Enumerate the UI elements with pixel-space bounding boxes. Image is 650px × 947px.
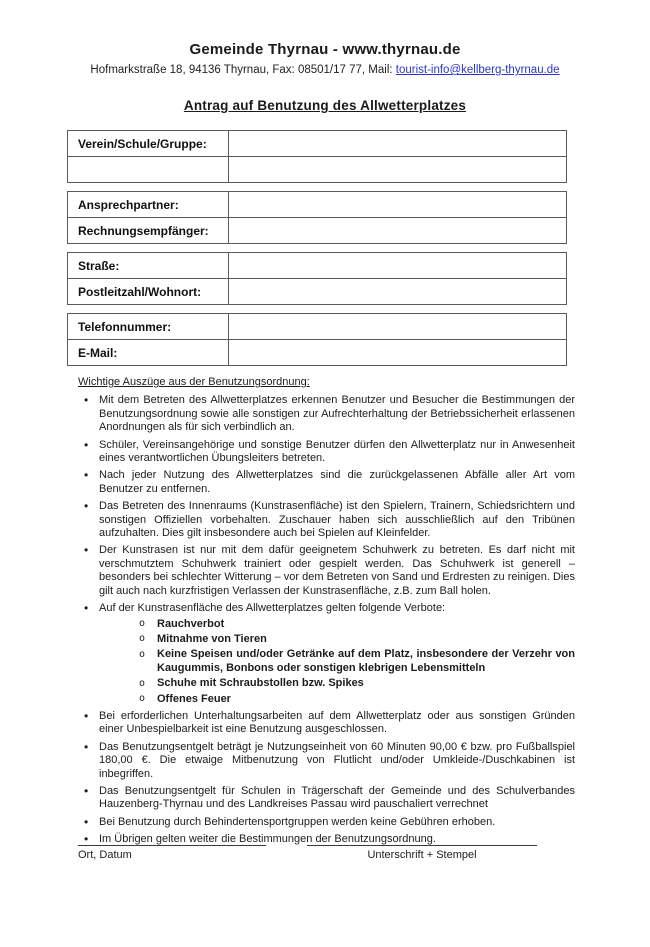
field-label-empty (68, 157, 229, 183)
prohibition-item: o Keine Speisen und/oder Getränke auf dem Platz, insbesondere der Verzehr von Kaugummis, Bonbons oder sonstigen klebrigen Lebensmitteln (139, 648, 575, 675)
field-input-verein-schule-gruppe[interactable] (229, 131, 567, 157)
organization-title: Gemeinde Thyrnau - www.thyrnau.de (189, 41, 461, 58)
table-row (68, 218, 567, 244)
rule-item: • Im Übrigen gelten weiter die Bestimmungen der Benutzungsordnung. (78, 833, 575, 846)
table-row (68, 314, 567, 340)
field-label-postleitzahl-wohnort: Postleitzahl/Wohnort: (68, 279, 229, 305)
rule-item: • Bei erforderlichen Unterhaltungsarbeiten auf dem Allwetterplatz oder aus sonstigen Gründen einer Unbespielbarkeit ist eine Benutzung ausgeschlossen. (78, 710, 575, 737)
rule-item: • Das Betreten des Innenraums (Kunstrasenfläche) ist den Spielern, Trainern, Schiedsrichtern und sonstigen Offiziellen vorbehalten. Zuschauer haben sich ausschließlich auf den Tribünen aufzuhalten. Dies gilt insbesondere auch bei Spielen auf Kleinfelder. (78, 500, 575, 540)
field-label-strasse: Straße: (68, 253, 229, 279)
rule-item: • Mit dem Betreten des Allwetterplatzes erkennen Benutzer und Besucher die Bestimmungen der Benutzungsordnung sowie alle sonstigen zur Aufrechterhaltung der Betriebssicherheit erlassenen Anordnungen als für sich verbindlich an. (78, 394, 575, 434)
form-table-group (67, 130, 567, 183)
rule-item: • Das Benutzungsentgelt für Schulen in Trägerschaft der Gemeinde und des Schulverbandes Hauzenberg-Thyrnau und des Landkreises Passau wird pauschaliert verrechnet (78, 785, 575, 812)
prohibition-item: o Mitnahme von Tieren (139, 633, 575, 646)
rule-item: • Der Kunstrasen ist nur mit dem dafür geeignetem Schuhwerk zu betreten. Es darf nicht mit verschmutztem Schuhwerk trainiert oder gespielt werden. Das Schuhwerk ist generell – besonders bei schlechter Witterung – vor dem Betreten von Sand und Erdresten zu reinigen. Dies gilt auch nach kurzfristigen Verlassen der Kunstrasenfläche, z.B. zum Ball holen. (78, 544, 575, 598)
rule-item (78, 602, 575, 706)
field-label-verein-schule-gruppe: Verein/Schule/Gruppe: (68, 131, 229, 157)
signature-line-place-date (78, 845, 266, 846)
table-row (68, 131, 567, 157)
field-input-ansprechpartner[interactable] (229, 192, 567, 218)
table-row (68, 253, 567, 279)
field-label-telefonnummer: Telefonnummer: (68, 314, 229, 340)
form-table-contact (67, 191, 567, 244)
field-input-rechnungsempfaenger[interactable] (229, 218, 567, 244)
signature-label-stamp: Unterschrift + Stempel (367, 849, 477, 861)
field-input-telefonnummer[interactable] (229, 314, 567, 340)
rule-item: • Schüler, Vereinsangehörige und sonstige Benutzer dürfen den Allwetterplatz nur in Anwesenheit eines verantwortlichen Übungsleiters betreten. (78, 439, 575, 466)
rules-bullet-list (78, 394, 575, 846)
rule-item-text: Auf der Kunstrasenfläche des Allwetterplatzes gelten folgende Verbote: (99, 602, 446, 615)
field-label-email: E-Mail: (68, 340, 229, 366)
field-label-rechnungsempfaenger: Rechnungsempfänger: (68, 218, 229, 244)
prohibition-item: o Rauchverbot (139, 618, 575, 631)
field-input-strasse[interactable] (229, 253, 567, 279)
table-row (68, 279, 567, 305)
rule-item: • Das Benutzungsentgelt beträgt je Nutzungseinheit von 60 Minuten 90,00 € bzw. pro Fußballspiel 180,00 €. Die etwaige Mitbenutzung von Flutlicht und/oder Umkleide-/Duschkabinen ist inbegriffen. (78, 741, 575, 781)
table-row (68, 192, 567, 218)
prohibition-item: o Schuhe mit Schraubstollen bzw. Spikes (139, 677, 575, 690)
rules-heading: Wichtige Auszüge aus der Benutzungsordnung: (78, 376, 310, 388)
form-fields-section (67, 130, 567, 374)
form-table-communication (67, 313, 567, 366)
field-input-empty[interactable] (229, 157, 567, 183)
form-title: Antrag auf Benutzung des Allwetterplatzes (183, 98, 467, 113)
signature-label-place-date: Ort, Datum (78, 849, 132, 861)
table-row (68, 340, 567, 366)
field-label-ansprechpartner: Ansprechpartner: (68, 192, 229, 218)
usage-rules-section (78, 376, 575, 851)
prohibition-item: o Offenes Feuer (139, 693, 575, 706)
document-header (0, 0, 650, 115)
signature-section (78, 845, 575, 862)
table-row (68, 157, 567, 183)
rule-item: • Bei Benutzung durch Behindertensportgruppen werden keine Gebühren erhoben. (78, 816, 575, 829)
prohibitions-list (139, 618, 575, 706)
field-input-postleitzahl-wohnort[interactable] (229, 279, 567, 305)
signature-stamp (307, 845, 537, 862)
signature-line-stamp (307, 845, 537, 846)
form-table-address (67, 252, 567, 305)
email-link[interactable]: tourist-info@kellberg-thyrnau.de (395, 64, 560, 76)
address-text: Hofmarkstraße 18, 94136 Thyrnau, Fax: 08501/17 77, Mail: (90, 64, 396, 76)
signature-place-date (78, 845, 266, 862)
rule-item: • Nach jeder Nutzung des Allwetterplatzes sind die zurückgelassenen Abfälle aller Art vom Benutzer zu entfernen. (78, 469, 575, 496)
field-input-email[interactable] (229, 340, 567, 366)
address-line (0, 63, 650, 77)
